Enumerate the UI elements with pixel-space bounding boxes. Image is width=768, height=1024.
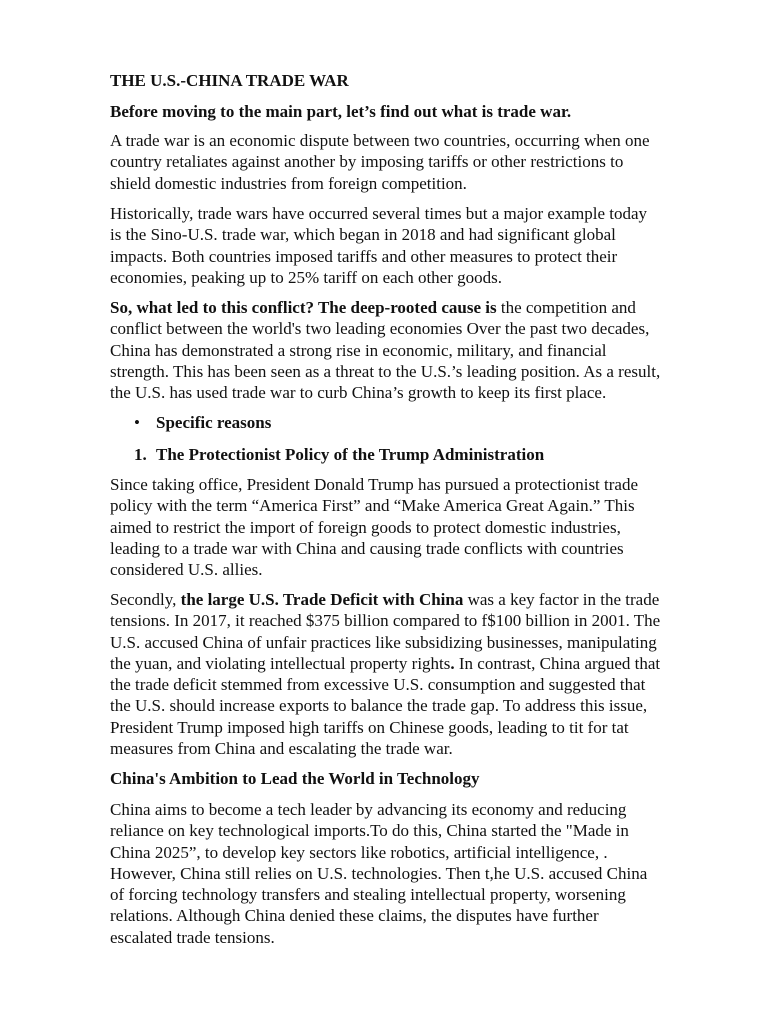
paragraph-trade-deficit: [110, 589, 710, 759]
text-line: So, what led to this conflict? The deep-rooted cause is the competition and: [110, 298, 636, 317]
text-line: tensions. In 2017, it reached $375 billion compared to f$100 billion in 2001. The: [110, 611, 661, 631]
text-line: However, China still relies on U.S. technologies. Then t,he U.S. accused China: [110, 863, 648, 883]
text-line: Historically, trade wars have occurred several times but a major example today: [110, 204, 648, 223]
text-line: is the Sino-U.S. trade war, which began in 2018 and had significant global: [110, 225, 616, 245]
text-line: the U.S. should increase exports to balance the trade gap. To address this issue,: [110, 696, 648, 716]
paragraph-protectionism: [110, 474, 710, 580]
text-line: leading to a trade war with China and causing trade conflicts with countries: [110, 538, 624, 558]
text-line: economies, peaking up to 25% tariff on each other goods.: [110, 267, 502, 287]
text-line: China aims to become a tech leader by advancing its economy and reducing: [110, 800, 627, 819]
text-line: Since taking office, President Donald Trump has pursued a protectionist trade: [110, 475, 639, 494]
section-heading-technology: China's Ambition to Lead the World in Technology: [110, 769, 480, 788]
text-line: the trade deficit stemmed from excessive U.S. consumption and suggested that: [110, 675, 646, 695]
text-line: escalated trade tensions.: [110, 927, 275, 947]
text-line: the U.S. has used trade war to curb China’s growth to keep its first place.: [110, 383, 607, 403]
text-line: strength. This has been seen as a threat to the U.S.’s leading position. As a result,: [110, 361, 661, 381]
text-line: China has demonstrated a strong rise in economic, military, and financial: [110, 340, 607, 360]
paragraph-technology: [110, 799, 710, 948]
text-line: aimed to restrict the import of foreign goods to protect domestic industries,: [110, 517, 621, 537]
paragraph-cause: [110, 297, 710, 403]
text-line: policy with the term “America First” and “Make America Great Again.” This: [110, 496, 635, 516]
text-line: U.S. accused China of unfair practices like subsidizing businesses, manipulating: [110, 632, 657, 652]
text-line: President Trump imposed high tariffs on Chinese goods, leading to tit for tat: [110, 717, 629, 737]
text-line: shield domestic industries from foreign competition.: [110, 173, 467, 193]
text-line: measures from China and escalating the trade war.: [110, 739, 453, 759]
text-line: reliance on key technological imports.To do this, China started the "Made in: [110, 821, 629, 841]
document-title: THE U.S.-CHINA TRADE WAR: [110, 71, 349, 90]
text-line: relations. Although China denied these claims, the disputes have further: [110, 906, 599, 926]
text-line: the yuan, and violating intellectual property rights. In contrast, China argued that: [110, 653, 661, 673]
text-line: considered U.S. allies.: [110, 560, 263, 580]
number-marker: 1.: [134, 445, 147, 464]
text-line: country retaliates against another by imposing tariffs or other restrictions to: [110, 152, 624, 172]
bullet-marker: •: [134, 413, 140, 432]
text-line: of forcing technology transfers and stealing intellectual property, worsening: [110, 885, 626, 905]
text-line: impacts. Both countries imposed tariffs and other measures to protect their: [110, 246, 618, 266]
text-line: Secondly, the large U.S. Trade Deficit with China was a key factor in the trade: [110, 590, 660, 609]
text-line: A trade war is an economic dispute between two countries, occurring when one: [110, 131, 650, 150]
text-line: conflict between the world's two leading economies Over the past two decades,: [110, 319, 650, 339]
paragraph-definition: [110, 130, 710, 194]
text-line: China 2025”, to develop key sectors like robotics, artificial intelligence, .: [110, 842, 608, 862]
intro-question: Before moving to the main part, let’s find out what is trade war.: [110, 102, 572, 121]
paragraph-history: [110, 203, 710, 288]
